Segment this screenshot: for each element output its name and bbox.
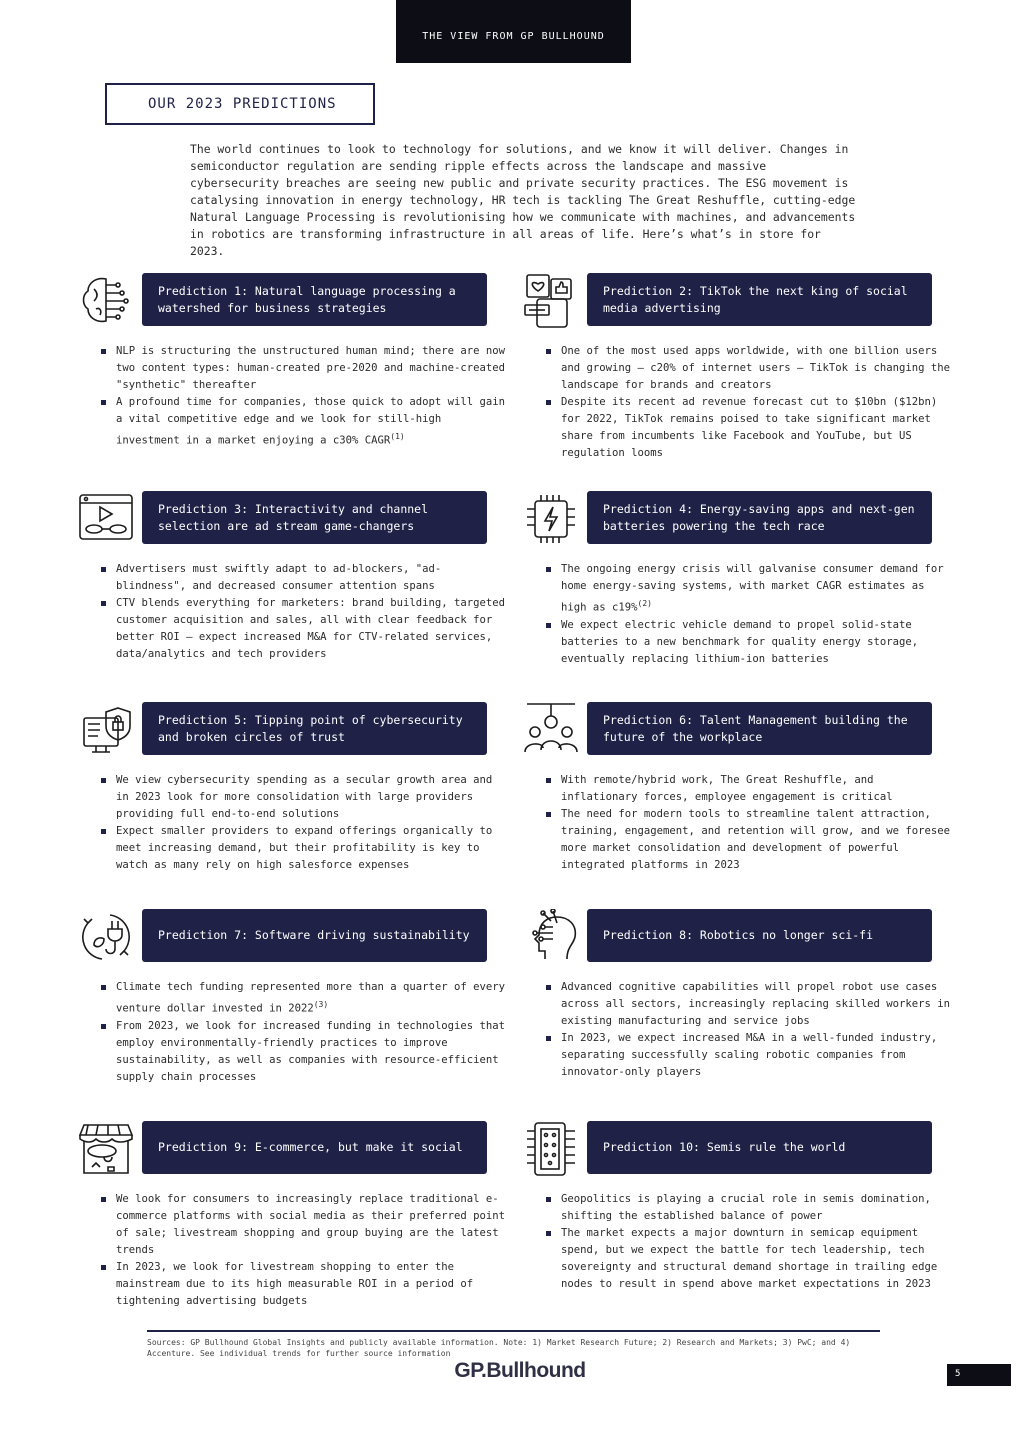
bullet-item: One of the most used apps worldwide, with one billion users and growing – c20% of internet users – TikTok is changing the landscape for brands and creators	[561, 343, 953, 394]
security-lock-icon	[78, 702, 134, 758]
eco-plug-icon	[78, 909, 134, 965]
prediction-title: Prediction 5: Tipping point of cybersecurity and broken circles of trust	[142, 702, 487, 755]
prediction-title: Prediction 10: Semis rule the world	[587, 1121, 932, 1174]
prediction-title: Prediction 7: Software driving sustainability	[142, 909, 487, 962]
prediction-title: Prediction 6: Talent Management building the future of the workplace	[587, 702, 932, 755]
header-banner	[396, 0, 631, 63]
social-phone-icon	[523, 273, 579, 329]
prediction-bullets	[541, 343, 953, 462]
energy-chip-icon	[523, 491, 579, 547]
robot-head-icon	[523, 909, 579, 965]
bullet-item: Advertisers must swiftly adapt to ad-blockers, "ad-blindness", and decreased consumer attention spans	[116, 561, 508, 595]
bullet-item: In 2023, we look for livestream shopping to enter the mainstream due to its high measurable ROI in a period of tightening advertising budgets	[116, 1259, 508, 1310]
bullet-item: We look for consumers to increasingly replace traditional e-commerce platforms with social media as their preferred point of sale; livestream shopping and group buying are the latest trends	[116, 1191, 508, 1259]
bullet-item: The market expects a major downturn in semicap equipment spend, but we expect the battle for tech leadership, tech sovereignty and structural demand shortage in trailing edge nodes to result in spend above market expectations in 2023	[561, 1225, 953, 1293]
section-title	[105, 83, 375, 125]
section-title-text: OUR 2023 PREDICTIONS	[148, 96, 337, 112]
prediction-title: Prediction 1: Natural language processing a watershed for business strategies	[142, 273, 487, 326]
footnote-ref: (3)	[313, 1000, 329, 1009]
bullet-item: In 2023, we expect increased M&A in a well-funded industry, separating successfully scaling robotic companies from innovator-only players	[561, 1030, 953, 1081]
page-number: 5	[947, 1364, 1011, 1386]
gp-bullhound-logo: GP.Bullhound	[454, 1359, 586, 1382]
footnote-ref: (2)	[637, 599, 652, 608]
prediction-title: Prediction 4: Energy-saving apps and next-gen batteries powering the tech race	[587, 491, 932, 544]
bullet-item: With remote/hybrid work, The Great Reshuffle, and inflationary forces, employee engagement is critical	[561, 772, 953, 806]
shop-storefront-icon	[78, 1121, 134, 1177]
bullet-item: Advanced cognitive capabilities will propel robot use cases across all sectors, increasingly replacing skilled workers in existing manufacturing and service jobs	[561, 979, 953, 1030]
brain-circuit-icon	[78, 273, 134, 329]
prediction-bullets	[96, 979, 508, 1086]
bullet-item: NLP is structuring the unstructured human mind; there are now two content types: human-created pre-2020 and machine-created "synthetic" thereafter	[116, 343, 508, 394]
footer-divider	[147, 1330, 880, 1332]
prediction-bullets	[541, 561, 953, 668]
bullet-item: A profound time for companies, those quick to adopt will gain a vital competitive edge and we look for still-high investment in a market enjoying a c30% CAGR$^{(1)}$	[116, 394, 508, 450]
bullet-item: Expect smaller providers to expand offerings organically to meet increasing demand, but their profitability is key to watch as many rely on high salesforce expenses	[116, 823, 508, 874]
bullet-item: We expect electric vehicle demand to propel solid-state batteries to a new benchmark for quality energy storage, eventually replacing lithium-ion batteries	[561, 617, 953, 668]
prediction-title: Prediction 9: E-commerce, but make it social	[142, 1121, 487, 1174]
prediction-bullets	[96, 772, 508, 874]
prediction-bullets	[96, 343, 508, 450]
prediction-title: Prediction 3: Interactivity and channel selection are ad stream game-changers	[142, 491, 487, 544]
prediction-title: Prediction 8: Robotics no longer sci-fi	[587, 909, 932, 962]
video-player-icon	[78, 491, 134, 547]
semiconductor-chip-icon	[523, 1121, 579, 1177]
prediction-bullets	[96, 561, 508, 663]
bullet-item: Geopolitics is playing a crucial role in semis domination, shifting the established balance of power	[561, 1191, 953, 1225]
bullet-item: Despite its recent ad revenue forecast cut to $10bn ($12bn) for 2022, TikTok remains poised to take significant market share from incumbents like Facebook and YouTube, but US regulation looms	[561, 394, 953, 462]
team-people-icon	[523, 702, 579, 758]
bullet-item: CTV blends everything for marketers: brand building, targeted customer acquisition and sales, all with clear feedback for better ROI – expect increased M&A for CTV-related services, data/analytics and tech providers	[116, 595, 508, 663]
bullet-item: From 2023, we look for increased funding in technologies that employ environmentally-friendly practices to improve sustainability, as well as companies with resource-efficient supply chain processes	[116, 1018, 508, 1086]
prediction-bullets	[541, 772, 953, 874]
prediction-title: Prediction 2: TikTok the next king of social media advertising	[587, 273, 932, 326]
bullet-item: The need for modern tools to streamline talent attraction, training, engagement, and retention will grow, and we foresee more market consolidation and development of powerful integrated platforms in 2023	[561, 806, 953, 874]
bullet-item: The ongoing energy crisis will galvanise consumer demand for home energy-saving systems, with market CAGR estimates as high as c19%$^{(2)}$	[561, 561, 953, 617]
prediction-bullets	[96, 1191, 508, 1310]
footnote-ref: (1)	[390, 432, 405, 441]
sources-note: Sources: GP Bullhound Global Insights and publicly available information. Note: 1) Market Research Future; 2) Research and Markets; 3) PwC; and 4) Accenture. See individual trends for further source information	[147, 1338, 851, 1358]
prediction-bullets	[541, 979, 953, 1081]
bullet-item: We view cybersecurity spending as a secular growth area and in 2023 look for more consolidation with large providers providing full end-to-end solutions	[116, 772, 508, 823]
prediction-bullets	[541, 1191, 953, 1293]
bullet-item: Climate tech funding represented more than a quarter of every venture dollar invested in 2022$^{(3)}$	[116, 979, 508, 1018]
intro-paragraph: The world continues to look to technology for solutions, and we know it will deliver. Changes in semiconductor regulation are sending ripple effects across the landscape and massive cybersecurity breaches are seeing new public and private security practices. The ESG movement is catalysing innovation in energy technology, HR tech is tackling The Great Reshuffle, cutting-edge Natural Language Processing is revolutionising how we communicate with machines, and advancements in robotics are transforming infrastructure in all areas of life. Here’s what’s in store for 2023.	[190, 142, 856, 258]
header-label: THE VIEW FROM GP BULLHOUND	[422, 31, 605, 42]
